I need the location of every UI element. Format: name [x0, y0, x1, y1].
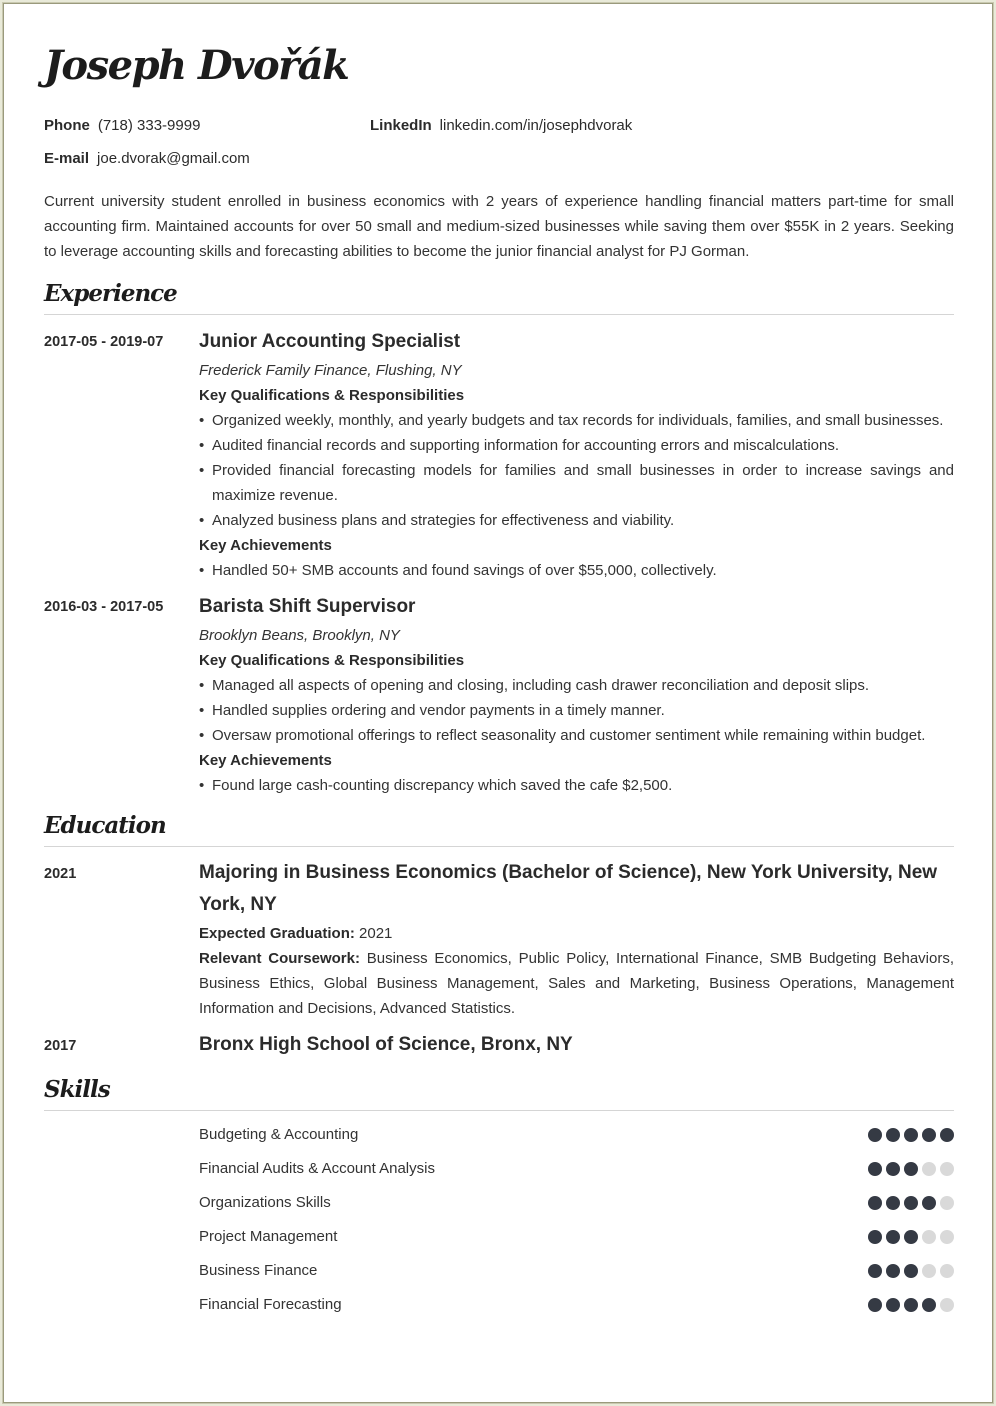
rating-dot-filled — [904, 1196, 918, 1210]
job-title: Junior Accounting Specialist — [199, 331, 461, 352]
list-item: • Analyzed business plans and strategies for effectiveness and viability. — [199, 508, 954, 533]
list-item: • Handled supplies ordering and vendor payments in a timely manner. — [199, 698, 954, 723]
achievements-heading: Key Achievements — [199, 752, 332, 769]
education-heading: Education — [44, 812, 166, 839]
rating-dot-filled — [940, 1128, 954, 1142]
skill-rating — [868, 1264, 954, 1278]
qualifications-list — [199, 673, 954, 748]
education-body — [199, 1029, 954, 1061]
education-year: 2021 — [44, 866, 77, 882]
qualifications-heading: Key Qualifications & Responsibilities — [199, 387, 465, 404]
rating-dot-filled — [886, 1196, 900, 1210]
rating-dot-filled — [868, 1298, 882, 1312]
rating-dot-filled — [868, 1128, 882, 1142]
list-item: • Audited financial records and supporting information for accounting errors and miscalculations. — [199, 433, 954, 458]
graduation-label: Expected Graduation: — [199, 925, 355, 942]
coursework-value: Business Economics, Public Policy, International Finance, SMB Budgeting Behaviors, Business Ethics, Global Business Management, Sales and Marketing, Business Operations, Management Information and Decisions, Advanced Statistics. — [199, 950, 954, 1017]
rating-dot-filled — [904, 1162, 918, 1176]
skill-row — [199, 1295, 954, 1315]
rating-dot-filled — [868, 1230, 882, 1244]
skill-name: Project Management — [199, 1228, 338, 1245]
rating-dot-filled — [904, 1230, 918, 1244]
email-row — [44, 150, 250, 167]
rating-dot-filled — [868, 1162, 882, 1176]
phone-row — [44, 117, 200, 134]
graduation-line — [199, 921, 954, 946]
linkedin-link[interactable]: linkedin.com/in/josephdvorak — [439, 117, 633, 134]
qualifications-heading: Key Qualifications & Responsibilities — [199, 652, 465, 669]
skill-rating — [868, 1298, 954, 1312]
education-divider — [44, 846, 954, 847]
rating-dot-filled — [886, 1162, 900, 1176]
list-item: • Provided financial forecasting models for families and small businesses in order to increase savings and maximize revenue. — [199, 458, 954, 508]
skill-row — [199, 1159, 954, 1179]
phone-value: (718) 333-9999 — [97, 117, 201, 134]
rating-dot-filled — [904, 1298, 918, 1312]
job-company: Brooklyn Beans, Brooklyn, NY — [199, 627, 400, 644]
job-dates: 2016-03 - 2017-05 — [44, 599, 164, 615]
rating-dot-filled — [886, 1264, 900, 1278]
phone-label: Phone — [44, 117, 90, 134]
education-year: 2017 — [44, 1038, 77, 1054]
list-item: • Handled 50+ SMB accounts and found savings of over $55,000, collectively. — [199, 558, 954, 583]
list-item: • Oversaw promotional offerings to reflect seasonality and customer sentiment while remaining within budget. — [199, 723, 954, 748]
rating-dot-filled — [868, 1264, 882, 1278]
skill-name: Organizations Skills — [199, 1194, 331, 1211]
rating-dot-empty — [940, 1298, 954, 1312]
skill-name: Budgeting & Accounting — [199, 1126, 359, 1143]
skill-row — [199, 1193, 954, 1213]
skills-divider — [44, 1110, 954, 1111]
coursework-label: Relevant Coursework: — [199, 950, 360, 967]
job-company: Frederick Family Finance, Flushing, NY — [199, 362, 462, 379]
job-dates: 2017-05 - 2019-07 — [44, 334, 164, 350]
rating-dot-empty — [922, 1230, 936, 1244]
rating-dot-empty — [940, 1230, 954, 1244]
skill-name: Financial Forecasting — [199, 1296, 342, 1313]
rating-dot-empty — [922, 1264, 936, 1278]
email-link[interactable]: joe.dvorak@gmail.com — [97, 150, 250, 167]
skill-rating — [868, 1162, 954, 1176]
skill-rating — [868, 1230, 954, 1244]
job-body — [199, 595, 954, 798]
rating-dot-filled — [922, 1128, 936, 1142]
skills-heading: Skills — [44, 1076, 110, 1103]
email-label: E-mail — [44, 150, 90, 167]
rating-dot-filled — [886, 1230, 900, 1244]
skill-name: Business Finance — [199, 1262, 318, 1279]
rating-dot-filled — [922, 1196, 936, 1210]
education-title: Majoring in Business Economics (Bachelor of Science), New York University, New York, NY — [199, 862, 938, 915]
coursework-line — [199, 946, 954, 1021]
rating-dot-empty — [922, 1162, 936, 1176]
list-item: • Organized weekly, monthly, and yearly budgets and tax records for individuals, families, and small businesses. — [199, 408, 954, 433]
achievements-heading: Key Achievements — [199, 537, 332, 554]
achievements-list — [199, 773, 954, 798]
experience-divider — [44, 314, 954, 315]
rating-dot-filled — [904, 1264, 918, 1278]
qualifications-list — [199, 408, 954, 533]
list-item: • Found large cash-counting discrepancy which saved the cafe $2,500. — [199, 773, 954, 798]
achievements-list — [199, 558, 954, 583]
list-item: • Managed all aspects of opening and closing, including cash drawer reconciliation and deposit slips. — [199, 673, 954, 698]
candidate-name: Joseph Dvořák — [44, 42, 349, 89]
rating-dot-filled — [886, 1298, 900, 1312]
linkedin-label: LinkedIn — [370, 117, 432, 134]
skill-rating — [868, 1196, 954, 1210]
skill-row — [199, 1125, 954, 1145]
rating-dot-empty — [940, 1264, 954, 1278]
rating-dot-filled — [886, 1128, 900, 1142]
skill-rating — [868, 1128, 954, 1142]
job-title: Barista Shift Supervisor — [199, 596, 416, 617]
rating-dot-empty — [940, 1162, 954, 1176]
summary-paragraph: Current university student enrolled in business economics with 2 years of experience handling financial matters part-time for small accounting firm. Maintained accounts for over 50 small and medium-sized businesses while saving them over $55K in 2 years. Seeking to leverage accounting skills and forecasting abilities to become the junior financial analyst for PJ Gorman. — [44, 193, 954, 260]
rating-dot-empty — [940, 1196, 954, 1210]
experience-heading: Experience — [44, 280, 177, 307]
job-body — [199, 330, 954, 583]
rating-dot-filled — [922, 1298, 936, 1312]
skill-name: Financial Audits & Account Analysis — [199, 1160, 435, 1177]
rating-dot-filled — [904, 1128, 918, 1142]
education-title: Bronx High School of Science, Bronx, NY — [199, 1034, 573, 1055]
education-body — [199, 857, 954, 1021]
skill-row — [199, 1261, 954, 1281]
skill-row — [199, 1227, 954, 1247]
linkedin-row — [370, 117, 632, 134]
resume-page — [3, 3, 993, 1403]
rating-dot-filled — [868, 1196, 882, 1210]
graduation-value: 2021 — [359, 925, 393, 942]
